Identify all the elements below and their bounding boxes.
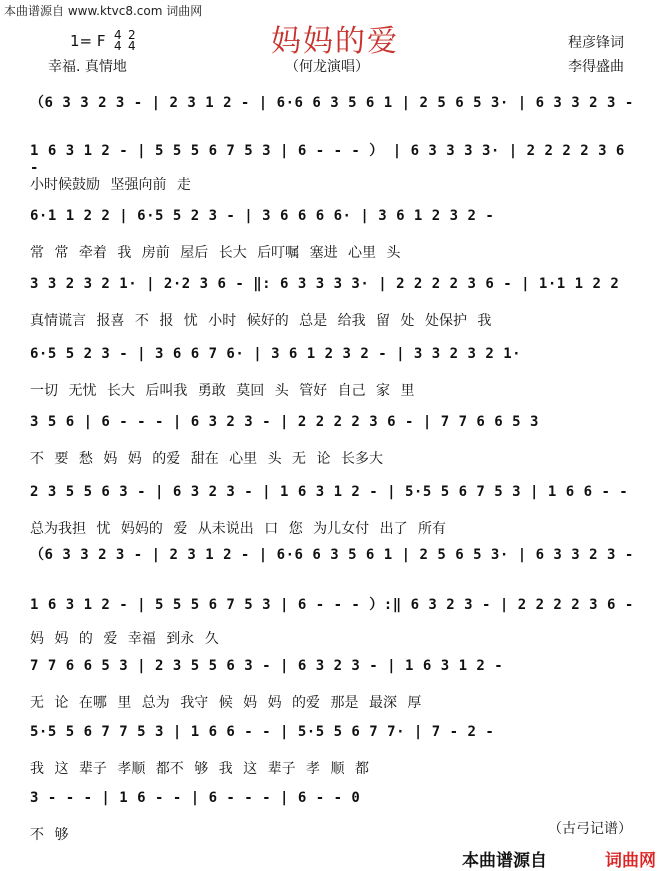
- singer-credit: （何龙演唱）: [285, 59, 369, 75]
- lyric-line: 小时候鼓励 坚强向前 走: [30, 177, 191, 193]
- lyric-line: 真情谎言 报喜 不 报 忧 小时 候好的 总是 给我 留 处 处保护 我: [30, 313, 492, 329]
- note-line: 3 - - - | 1 6 - - | 6 - - - | 6 - - 0: [30, 790, 361, 806]
- key-signature: 1= F: [70, 32, 106, 50]
- note-line: 2 3 5 5 6 3 - | 6 3 2 3 - | 1 6 3 1 2 - | 5·5 5 6 7 5 3 | 1 6 6 - -: [30, 484, 629, 500]
- meter-two-four: 2 4: [128, 28, 136, 53]
- lyricist-credit: 程彦锋词: [568, 35, 624, 51]
- song-title: 妈妈的爱: [271, 24, 399, 59]
- meter-four-four: 4 4: [114, 28, 122, 53]
- note-line: 5·5 5 6 7 7 5 3 | 1 6 6 - - | 5·5 5 6 7 7· | 7 - 2 -: [30, 724, 495, 740]
- note-line: （6 3 3 2 3 - | 2 3 1 2 - | 6·6 6 3 5 6 1 | 2 5 6 5 3· | 6 3 3 2 3 -: [30, 547, 634, 563]
- site-banner: 本曲谱源自 www.ktvc8.com 词曲网: [4, 4, 203, 18]
- note-line: 1 6 3 1 2 - | 5 5 5 6 7 5 3 | 6 - - - ） | 6 3 3 3 3· | 2 2 2 2 3 6 -: [30, 143, 625, 176]
- note-line: （6 3 3 2 3 - | 2 3 1 2 - | 6·6 6 3 5 6 1 | 2 5 6 5 3· | 6 3 3 2 3 -: [30, 95, 634, 111]
- lyric-line: 不 要 愁 妈 妈 的爱 甜在 心里 头 无 论 长多大: [30, 451, 383, 467]
- note-line: 7 7 6 6 5 3 | 2 3 5 5 6 3 - | 6 3 2 3 - | 1 6 3 1 2 -: [30, 658, 504, 674]
- lyric-line: 无 论 在哪 里 总为 我守 候 妈 妈 的爱 那是 最深 厚: [30, 695, 422, 711]
- lyric-line: 常 常 牵着 我 房前 屋后 长大 后叮嘱 塞进 心里 头: [30, 245, 401, 261]
- footer-site-logo: 词曲网: [605, 851, 656, 871]
- footer-source-logo: 本曲谱源自: [462, 851, 547, 871]
- transcriber-credit: （古弓记谱）: [548, 821, 632, 837]
- lyric-line: 妈 妈 的 爱 幸福 到永 久: [30, 631, 219, 647]
- note-line: 3 5 6 | 6 - - - | 6 3 2 3 - | 2 2 2 2 3 6 - | 7 7 6 6 5 3: [30, 414, 539, 430]
- lyric-line: 一切 无忧 长大 后叫我 勇敢 莫回 头 管好 自己 家 里: [30, 383, 415, 399]
- composer-credit: 李得盛曲: [568, 59, 624, 75]
- lyric-line: 总为我担 忧 妈妈的 爱 从未说出 口 您 为儿女付 出了 所有: [30, 521, 447, 537]
- note-line: 6·5 5 2 3 - | 3 6 6 7 6· | 3 6 1 2 3 2 - | 3 3 2 3 2 1·: [30, 346, 522, 362]
- note-line: 6·1 1 2 2 | 6·5 5 2 3 - | 3 6 6 6 6· | 3 6 1 2 3 2 -: [30, 208, 495, 224]
- lyric-line: 不 够: [30, 827, 69, 843]
- note-line: 3 3 2 3 2 1· | 2·2 3 6 - ‖: 6 3 3 3 3· | 2 2 2 2 3 6 - | 1·1 1 2 2: [30, 276, 620, 292]
- lyric-line: 我 这 辈子 孝顺 都不 够 我 这 辈子 孝 顺 都: [30, 761, 369, 777]
- note-line: 1 6 3 1 2 - | 5 5 5 6 7 5 3 | 6 - - - ）:‖ 6 3 2 3 - | 2 2 2 2 3 6 -: [30, 597, 634, 613]
- performance-style: 幸福. 真情地: [48, 59, 127, 75]
